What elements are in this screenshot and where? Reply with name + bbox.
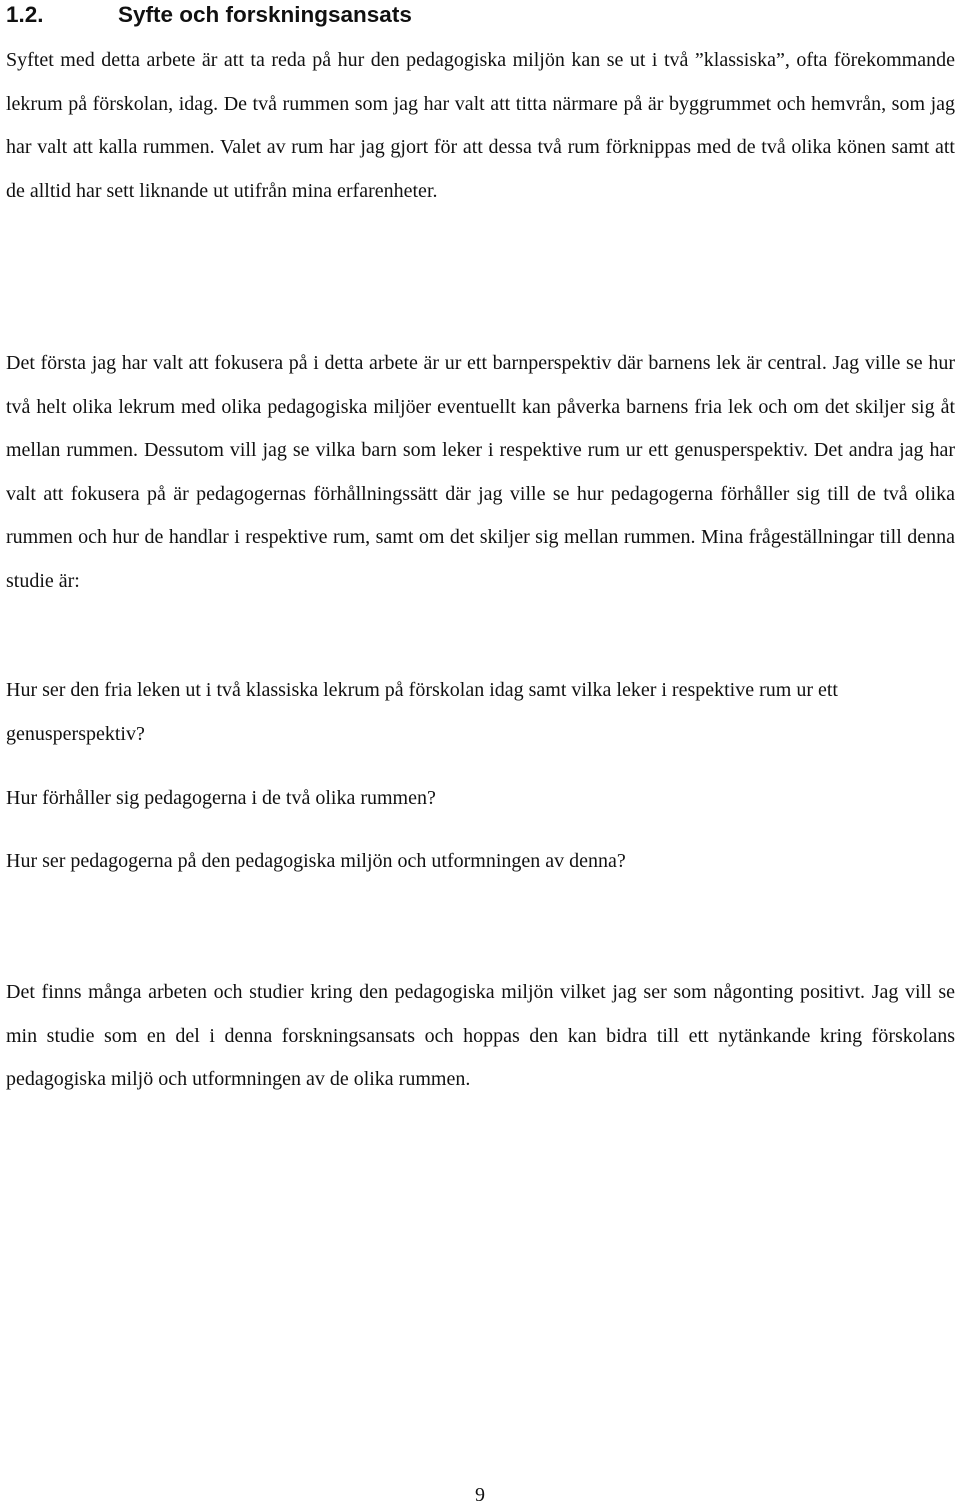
research-question-1: Hur ser den fria leken ut i två klassiska lekrum på förskolan idag samt vilka leker i respektive rum ur ett genusperspektiv? — [6, 679, 838, 745]
focus-paragraph: Det första jag har valt att fokusera på i detta arbete är ur ett barnperspektiv där barnens lek är central. Jag ville se hur två helt olika lekrum med olika pedagogiska miljöer eventuellt kan påverka barnens fria lek och om det skiljer sig åt mellan rummen. Dessutom vill jag se vilka barn som leker i respektive rum ur ett genusperspektiv. Det andra jag har valt att fokusera på är pedagogernas förhållningssätt där jag ville se hur pedagogerna förhåller sig till de två olika rummen och hur de handlar i respektive rum, samt om det skiljer sig mellan rummen. Mina frågeställningar till denna studie är: — [6, 352, 955, 592]
research-question-3: Hur ser pedagogerna på den pedagogiska miljön och utformningen av denna? — [6, 850, 626, 872]
section-number: 1.2. — [6, 2, 44, 27]
section-heading — [6, 0, 412, 30]
page-number: 9 — [475, 1484, 485, 1506]
closing-paragraph: Det finns många arbeten och studier kring den pedagogiska miljön vilket jag ser som någonting positivt. Jag vill se min studie som en del i denna forskningsansats och hoppas den kan bidra till ett nytänkande kring förskolans pedagogiska miljö och utformningen av de olika rummen. — [6, 981, 955, 1090]
research-question-2: Hur förhåller sig pedagogerna i de två olika rummen? — [6, 787, 436, 809]
section-title: Syfte och forskningsansats — [118, 2, 412, 27]
purpose-paragraph: Syftet med detta arbete är att ta reda på hur den pedagogiska miljön kan se ut i två ”klassiska”, ofta förekommande lekrum på förskolan, idag. De två rummen som jag har valt att titta närmare på är byggrummet och hemvrån, som jag har valt att kalla rummen. Valet av rum har jag gjort för att dessa två rum förknippas med de två olika könen samt att de alltid har sett liknande ut utifrån mina erfarenheter. — [6, 49, 955, 202]
